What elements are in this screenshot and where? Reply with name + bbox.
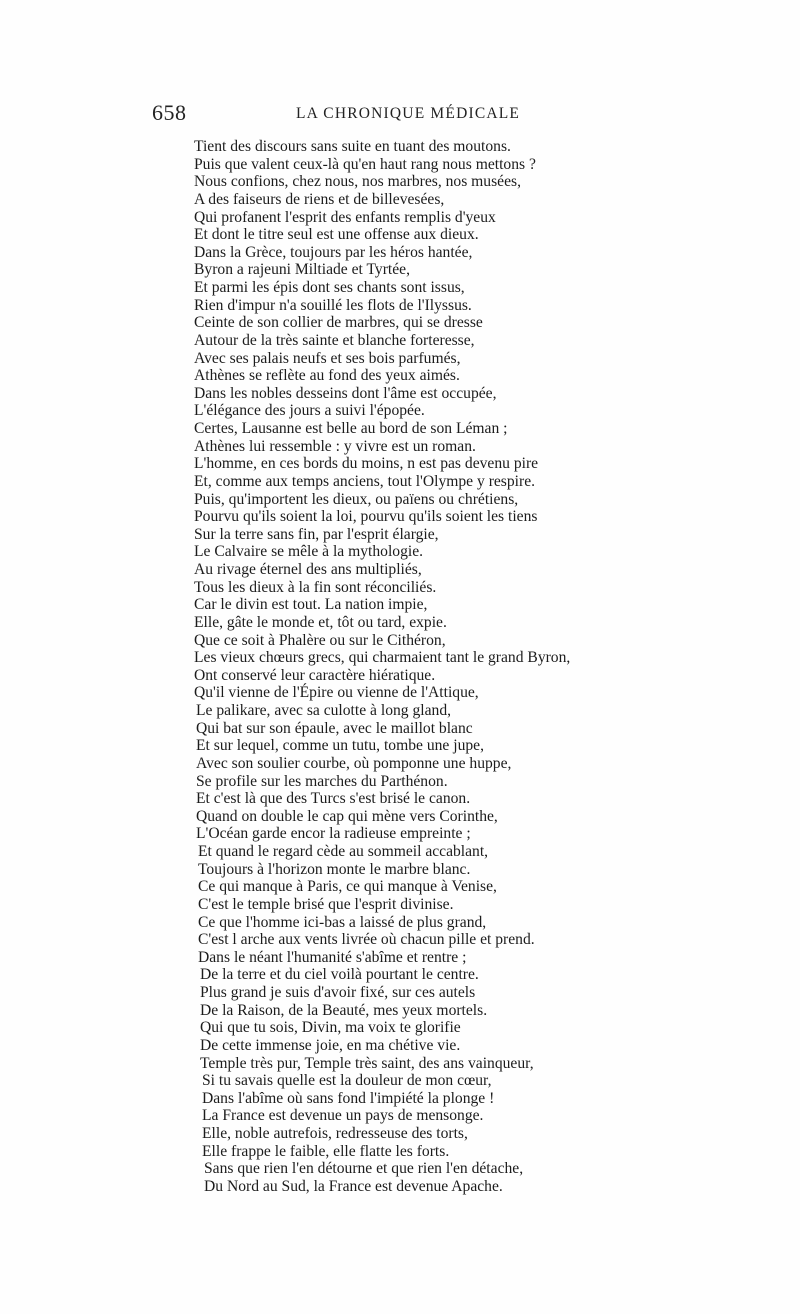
verse-line: Nous confions, chez nous, nos marbres, nos musées,	[194, 173, 521, 191]
verse-line: Dans l'abîme où sans fond l'impiété la plonge !	[202, 1089, 495, 1107]
journal-title: LA CHRONIQUE MÉDICALE	[296, 105, 521, 122]
verse-line: Sur la terre sans fin, par l'esprit élargie,	[194, 525, 439, 543]
verse-line: C'est l arche aux vents livrée où chacun pille et prend.	[198, 931, 535, 949]
verse-line: Et quand le regard cède au sommeil accablant,	[198, 843, 489, 860]
verse-line: Puis que valent ceux-là qu'en haut rang nous mettons ?	[194, 155, 536, 173]
verse-line: Sans que rien l'en détourne et que rien l'en détache,	[204, 1160, 524, 1178]
verse-line: Ce que l'homme ici-bas a laissé de plus grand,	[198, 913, 487, 931]
verse-line: Le palikare, avec sa culotte à long gland,	[196, 702, 452, 719]
verse-line: Avec son soulier courbe, où pomponne une huppe,	[196, 754, 512, 772]
verse-line: Ceinte de son collier de marbres, qui se dresse	[194, 314, 483, 332]
verse-line: Elle, noble autrefois, redresseuse des torts,	[202, 1125, 468, 1142]
verse-line: Toujours à l'horizon monte le marbre blanc.	[198, 860, 471, 878]
verse-line: Tous les dieux à la fin sont réconciliés.	[194, 578, 437, 596]
verse-line: Le Calvaire se mêle à la mythologie.	[194, 543, 424, 561]
verse-line: L'homme, en ces bords du moins, n est pas devenu pire	[194, 455, 539, 473]
verse-line: Du Nord au Sud, la France est devenue Apache.	[204, 1177, 503, 1195]
verse-line: Byron a rajeuni Miltiade et Tyrtée,	[194, 261, 410, 279]
verse-line: A des faiseurs de riens et de billevesées,	[194, 190, 445, 208]
verse-line: De la terre et du ciel voilà pourtant le centre.	[200, 966, 479, 984]
verse-line: Si tu savais quelle est la douleur de mon cœur,	[202, 1072, 492, 1090]
verse-line: Avec ses palais neufs et ses bois parfumés,	[194, 349, 461, 367]
verse-line: Les vieux chœurs grecs, qui charmaient tant le grand Byron,	[194, 649, 571, 667]
verse-line: Rien d'impur n'a souillé les flots de l'Ilyssus.	[194, 296, 472, 314]
verse-line: Et c'est là que des Turcs s'est brisé le canon.	[196, 790, 471, 808]
verse-line: Et sur lequel, comme un tutu, tombe une jupe,	[196, 737, 484, 755]
verse-line: Et dont le titre seul est une offense aux dieux.	[194, 226, 479, 244]
verse-line: De cette immense joie, en ma chétive vie.	[200, 1036, 461, 1054]
verse-line: Que ce soit à Phalère ou sur le Cithéron,	[194, 631, 446, 649]
page-number: 658	[152, 100, 187, 125]
running-head	[0, 100, 800, 128]
verse-line: L'élégance des jours a suivi l'épopée.	[194, 402, 425, 420]
verse-line: Dans la Grèce, toujours par les héros hantée,	[194, 243, 473, 261]
verse-line: La France est devenue un pays de mensonge.	[202, 1107, 484, 1125]
verse-line: L'Océan garde encor la radieuse empreinte ;	[196, 825, 471, 843]
verse-line: Autour de la très sainte et blanche forteresse,	[194, 331, 475, 349]
verse-line: Au rivage éternel des ans multipliés,	[194, 561, 422, 578]
verse-line: Dans le néant l'humanité s'abîme et rentre ;	[198, 948, 467, 966]
verse-line: Se profile sur les marches du Parthénon.	[196, 772, 448, 790]
verse-line: Qui profanent l'esprit des enfants remplis d'yeux	[194, 208, 496, 226]
verse-line: Qu'il vienne de l'Épire ou vienne de l'Attique,	[194, 684, 479, 702]
verse-line: Qui que tu sois, Divin, ma voix te glorifie	[200, 1019, 461, 1037]
verse-line: Certes, Lausanne est belle au bord de son Léman ;	[194, 420, 508, 437]
verse-line: Athènes se reflète au fond des yeux aimés.	[194, 367, 460, 385]
verse-line: Elle frappe le faible, elle flatte les forts.	[202, 1142, 450, 1160]
verse-line: C'est le temple brisé que l'esprit divinise.	[198, 895, 454, 913]
verse-line: Dans les nobles desseins dont l'âme est occupée,	[194, 384, 497, 402]
verse-line: Athènes lui ressemble : y vivre est un roman.	[194, 437, 476, 455]
verse-line: Temple très pur, Temple très saint, des ans vainqueur,	[200, 1054, 534, 1072]
verse-line: Quand on double le cap qui mène vers Corinthe,	[196, 807, 498, 825]
verse-line: Plus grand je suis d'avoir fixé, sur ces autels	[200, 984, 476, 1001]
poem-body	[194, 138, 654, 1196]
verse-line: Car le divin est tout. La nation impie,	[194, 596, 428, 614]
verse-line: Ce qui manque à Paris, ce qui manque à Venise,	[198, 878, 497, 896]
verse-line: Puis, qu'importent les dieux, ou païens ou chrétiens,	[194, 490, 519, 508]
verse-line: Et parmi les épis dont ses chants sont issus,	[194, 279, 465, 296]
verse-line: Qui bat sur son épaule, avec le maillot blanc	[196, 719, 473, 737]
verse-line: Tient des discours sans suite en tuant des moutons.	[194, 138, 511, 155]
verse-line: Et, comme aux temps anciens, tout l'Olympe y respire.	[194, 472, 536, 490]
verse-line: De la Raison, de la Beauté, mes yeux mortels.	[200, 1001, 488, 1019]
verse-line: Elle, gâte le monde et, tôt ou tard, expie.	[194, 613, 447, 631]
verse-line: Ont conservé leur caractère hiératique.	[194, 666, 436, 684]
verse-line: Pourvu qu'ils soient la loi, pourvu qu'ils soient les tiens	[194, 508, 538, 526]
